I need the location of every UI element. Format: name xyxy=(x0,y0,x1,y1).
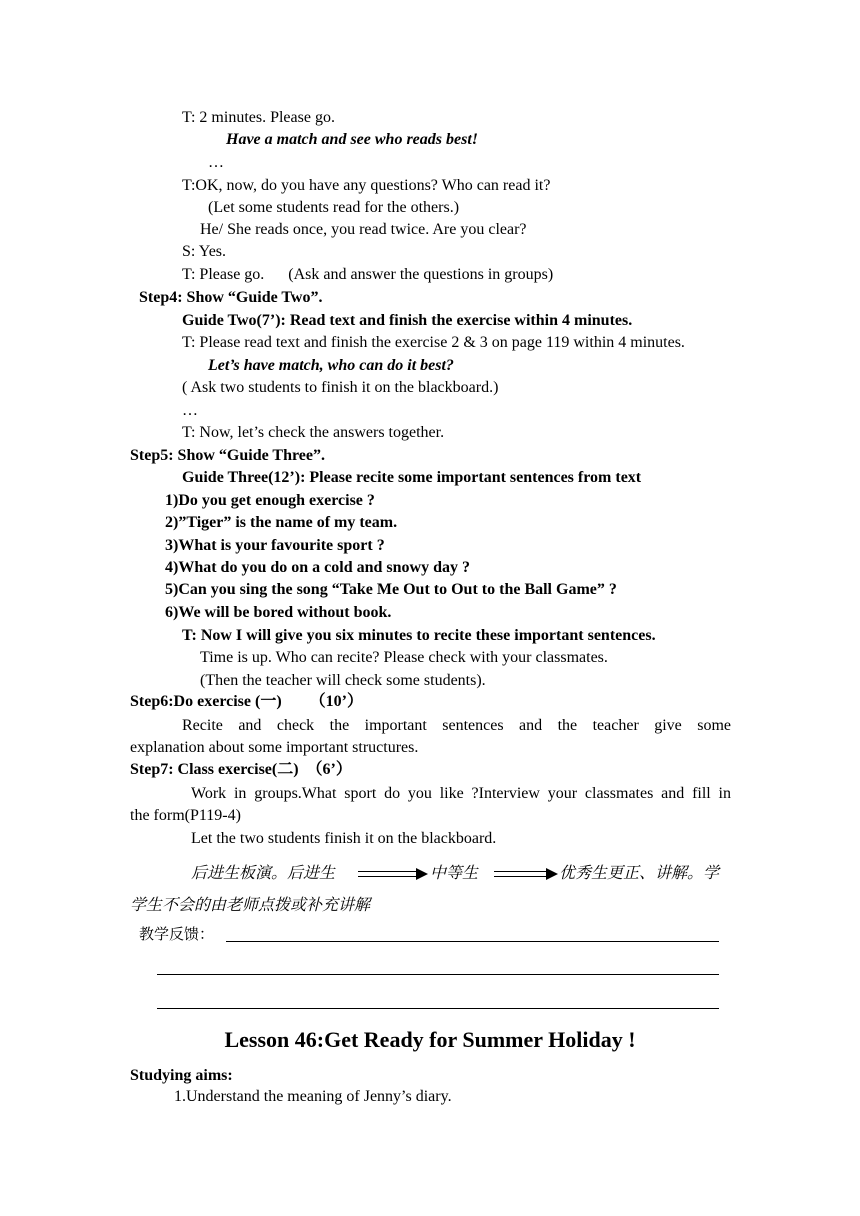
text-line: (Then the teacher will check some students). xyxy=(200,672,486,689)
text-line: Time is up. Who can recite? Please check with your classmates. xyxy=(200,649,608,666)
text-line: … xyxy=(182,402,198,419)
flow-text-3: 优秀生更正、讲解。学 xyxy=(559,863,720,882)
text-line: He/ She reads once, you read twice. Are you clear? xyxy=(200,221,527,238)
feedback-label: 教学反馈： xyxy=(139,925,215,943)
flow-text-1: 后进生板演。后进生 xyxy=(191,863,336,882)
lesson-title: Lesson 46:Get Ready for Summer Holiday ! xyxy=(224,1027,636,1052)
step-heading: Step6:Do exercise (一) （10’） xyxy=(130,693,363,710)
text-line: Let’s have match, who can do it best? xyxy=(208,357,454,374)
text-line: T: Please go. (Ask and answer the questions in groups) xyxy=(182,266,554,283)
text-line: Recite and check the important sentences and the teacher give some xyxy=(182,717,731,734)
text-line: T: Now I will give you six minutes to recite these important sentences. xyxy=(182,627,656,644)
text-line: Have a match and see who reads best! xyxy=(226,131,478,148)
sentence-item: 2)”Tiger” is the name of my team. xyxy=(165,514,398,531)
sentence-item: 6)We will be bored without book. xyxy=(165,604,392,621)
feedback-blank-line xyxy=(157,1008,719,1009)
feedback-blank-line xyxy=(226,941,719,942)
text-line: T: Please read text and finish the exercise 2 & 3 on page 119 within 4 minutes. xyxy=(182,334,685,351)
text-line: … xyxy=(208,154,224,171)
feedback-blank-line xyxy=(157,974,719,975)
guide-heading: Guide Two(7’): Read text and finish the exercise within 4 minutes. xyxy=(182,312,633,329)
text-line: T: Now, let’s check the answers together. xyxy=(182,424,445,441)
flow-text-4: 学生不会的由老师点拨或补充讲解 xyxy=(130,895,371,914)
text-line: Let the two students finish it on the blackboard. xyxy=(191,830,497,847)
sentence-item: 3)What is your favourite sport ? xyxy=(165,537,385,554)
sentence-item: 4)What do you do on a cold and snowy day ? xyxy=(165,559,470,576)
arrow-icon xyxy=(494,869,558,879)
guide-heading: Guide Three(12’): Please recite some important sentences from text xyxy=(182,469,642,486)
arrow-icon xyxy=(358,869,428,879)
text-line: (Let some students read for the others.) xyxy=(208,199,460,216)
text-line: S: Yes. xyxy=(182,243,227,260)
step-heading: Step5: Show “Guide Three”. xyxy=(130,447,325,464)
text-line: explanation about some important structures. xyxy=(130,739,419,756)
flow-text-2: 中等生 xyxy=(430,863,479,882)
step-heading: Step7: Class exercise(二) （6’） xyxy=(130,761,352,778)
text-line: T:OK, now, do you have any questions? Who can read it? xyxy=(182,177,551,194)
text-line: Work in groups.What sport do you like ?Interview your classmates and fill in xyxy=(191,785,731,802)
sentence-item: 1)Do you get enough exercise ? xyxy=(165,492,375,509)
text-line: 1.Understand the meaning of Jenny’s diary. xyxy=(174,1088,452,1105)
text-line: the form(P119-4) xyxy=(130,807,241,824)
text-line: T: 2 minutes. Please go. xyxy=(182,109,335,126)
sentence-item: 5)Can you sing the song “Take Me Out to Out to the Ball Game” ? xyxy=(165,581,617,598)
text-line: ( Ask two students to finish it on the blackboard.) xyxy=(182,379,499,396)
step-heading: Step4: Show “Guide Two”. xyxy=(139,289,323,306)
section-heading: Studying aims: xyxy=(130,1067,233,1084)
